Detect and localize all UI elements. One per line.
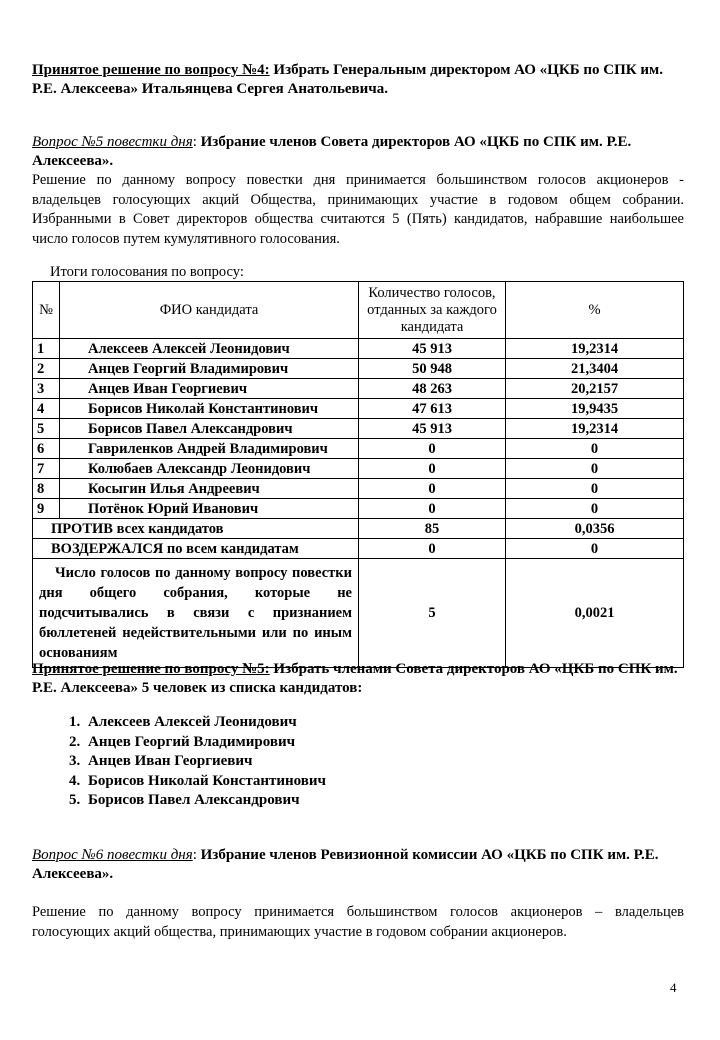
row-votes: 0 — [359, 439, 506, 459]
question-6-body: Решение по данному вопросу принимается большинством голосов акционеров – владельцев голосующих акций общества, принимающих участие в годовом собрании акционеров. — [32, 904, 684, 940]
row-votes: 0 — [359, 499, 506, 519]
table-row-abstained — [33, 539, 684, 559]
row-name: Колюбаев Александр Леонидович — [60, 459, 359, 479]
decision-4 — [32, 61, 684, 99]
row-percent: 19,9435 — [506, 399, 684, 419]
table-row — [33, 479, 684, 499]
page-number: 4 — [670, 980, 677, 995]
row-name: Косыгин Илья Андреевич — [60, 479, 359, 499]
row-percent: 0 — [506, 439, 684, 459]
table-row — [33, 439, 684, 459]
row-votes: 45 913 — [359, 419, 506, 439]
row-num: 2 — [33, 359, 60, 379]
row-num: 8 — [33, 479, 60, 499]
row-name: Алексеев Алексей Леонидович — [60, 339, 359, 359]
row-percent: 20,2157 — [506, 379, 684, 399]
list-item: 5. Борисов Павел Александрович — [84, 791, 326, 811]
row-percent: 19,2314 — [506, 419, 684, 439]
against-percent: 0,0356 — [506, 519, 684, 539]
row-num: 1 — [33, 339, 60, 359]
invalid-votes: 5 — [359, 559, 506, 668]
question-6-colon: : — [192, 847, 197, 863]
list-item: 4. Борисов Николай Константинович — [84, 772, 326, 792]
decision-4-text: Избрать Генеральным директором АО «ЦКБ по СПК им. Р.Е. Алексеева» Итальянцева Сергея Анатольевича. — [32, 62, 664, 97]
invalid-percent: 0,0021 — [506, 559, 684, 668]
table-row-invalid — [33, 559, 684, 668]
row-name: Анцев Георгий Владимирович — [60, 359, 359, 379]
header-votes: Количество голосов, отданных за каждого кандидата — [359, 282, 506, 339]
question-5-heading — [32, 133, 684, 171]
table-row-against — [33, 519, 684, 539]
row-name: Борисов Николай Константинович — [60, 399, 359, 419]
question-6-title: Избрание членов Ревизионной комиссии АО «ЦКБ по СПК им. Р.Е. Алексеева». — [32, 847, 659, 882]
question-5-label: Вопрос №5 повестки дня — [32, 134, 193, 150]
row-num: 9 — [33, 499, 60, 519]
against-votes: 85 — [359, 519, 506, 539]
table-header-row — [33, 282, 684, 339]
table-row — [33, 499, 684, 519]
list-item: 1. Алексеев Алексей Леонидович — [84, 713, 326, 733]
row-percent: 0 — [506, 499, 684, 519]
row-percent: 21,3404 — [506, 359, 684, 379]
question-5 — [32, 133, 684, 249]
question-6-heading — [32, 846, 684, 884]
table-row — [33, 379, 684, 399]
row-num: 3 — [33, 379, 60, 399]
row-percent: 0 — [506, 459, 684, 479]
table-row — [33, 339, 684, 359]
row-votes: 48 263 — [359, 379, 506, 399]
row-percent: 0 — [506, 479, 684, 499]
question-5-body: Решение по данному вопросу повестки дня принимается большинством голосов акционеров - владельцев голосующих акций Общества, принимающих участие в годовом общем собрании. Избранными в Совет директоров общества считаются 5 (Пять) кандидатов, набравшие наибольшее число голосов путем кумулятивного голосования. — [32, 172, 684, 247]
header-percent: % — [506, 282, 684, 339]
decision-5-text: Избрать членами Совета директоров АО «ЦКБ по СПК им. Р.Е. Алексеева» 5 человек из списка кандидатов: — [32, 661, 678, 696]
row-votes: 0 — [359, 479, 506, 499]
row-name: Потёнок Юрий Иванович — [60, 499, 359, 519]
question-5-colon: : — [192, 134, 197, 150]
header-num: № — [33, 282, 60, 339]
row-num: 6 — [33, 439, 60, 459]
table-row — [33, 459, 684, 479]
abstained-votes: 0 — [359, 539, 506, 559]
table-caption: Итоги голосования по вопросу: — [50, 264, 244, 280]
row-num: 4 — [33, 399, 60, 419]
table-row — [33, 359, 684, 379]
table-row — [33, 419, 684, 439]
voting-results-table — [32, 281, 684, 668]
list-item: 3. Анцев Иван Георгиевич — [84, 752, 326, 772]
list-item: 2. Анцев Георгий Владимирович — [84, 733, 326, 753]
question-6-label: Вопрос №6 повестки дня — [32, 847, 193, 863]
elected-list — [32, 713, 326, 811]
decision-5 — [32, 660, 684, 698]
row-votes: 0 — [359, 459, 506, 479]
decision-5-label: Принятое решение по вопросу №5: — [32, 661, 270, 677]
row-name: Борисов Павел Александрович — [60, 419, 359, 439]
row-votes: 50 948 — [359, 359, 506, 379]
question-5-title: Избрание членов Совета директоров АО «ЦКБ по СПК им. Р.Е. Алексеева». — [32, 134, 632, 169]
row-num: 5 — [33, 419, 60, 439]
invalid-label: Число голосов по данному вопросу повестки дня общего собрания, которые не подсчитывались в связи с признанием бюллетеней недействительными или по иным основаниям — [33, 559, 359, 668]
header-name: ФИО кандидата — [60, 282, 359, 339]
row-name: Гавриленков Андрей Владимирович — [60, 439, 359, 459]
row-name: Анцев Иван Георгиевич — [60, 379, 359, 399]
abstained-label: ВОЗДЕРЖАЛСЯ по всем кандидатам — [33, 539, 359, 559]
against-label: ПРОТИВ всех кандидатов — [33, 519, 359, 539]
row-num: 7 — [33, 459, 60, 479]
row-votes: 47 613 — [359, 399, 506, 419]
abstained-percent: 0 — [506, 539, 684, 559]
row-votes: 45 913 — [359, 339, 506, 359]
table-row — [33, 399, 684, 419]
row-percent: 19,2314 — [506, 339, 684, 359]
decision-4-label: Принятое решение по вопросу №4: — [32, 62, 270, 78]
